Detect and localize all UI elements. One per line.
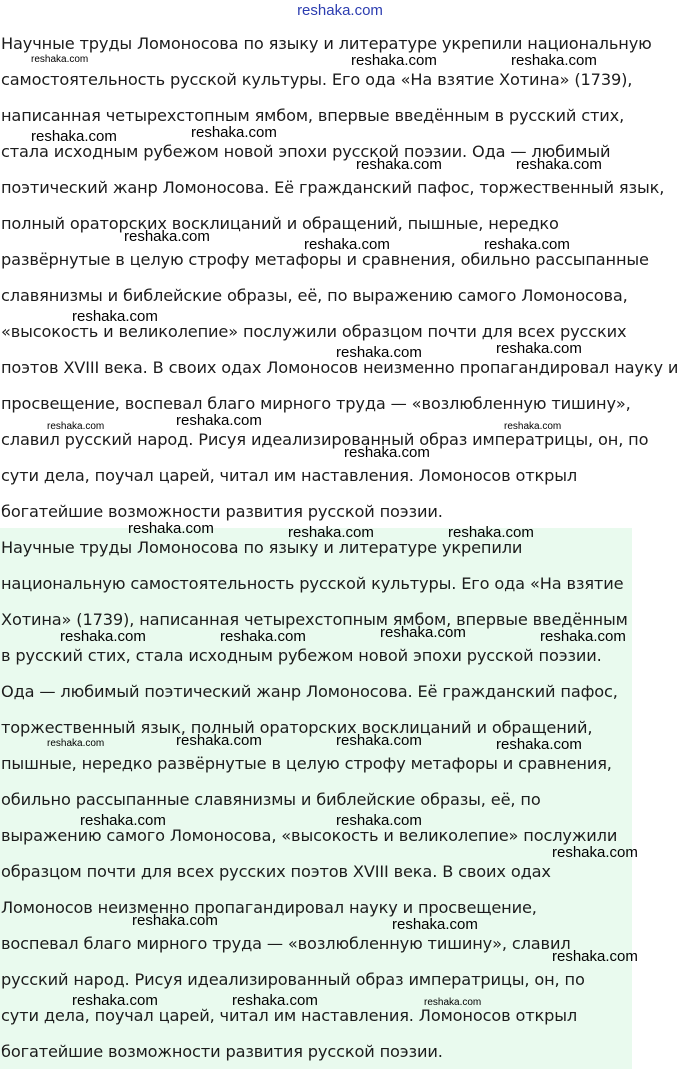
text-line: богатейшие возможности развития русской поэзии. bbox=[1, 1042, 443, 1061]
text-line: славянизмы и библейские образы, её, по выражению самого Ломоносова, bbox=[1, 286, 628, 305]
site-link[interactable]: reshaka.com bbox=[297, 2, 383, 19]
watermark-text: reshaka.com bbox=[72, 308, 158, 325]
text-line: русский народ. Рисуя идеализированный образ императрицы, он, по bbox=[1, 970, 585, 989]
text-line: Научные труды Ломоносова по языку и литературе укрепили национальную bbox=[1, 34, 652, 53]
watermark-text: reshaka.com bbox=[191, 124, 277, 141]
watermark-text: reshaka.com bbox=[47, 738, 105, 749]
text-line: «высокость и великолепие» послужили образцом почти для всех русских bbox=[1, 322, 627, 341]
watermark-text: reshaka.com bbox=[496, 736, 582, 753]
watermark-text: reshaka.com bbox=[448, 524, 534, 541]
watermark-text: reshaka.com bbox=[176, 732, 262, 749]
watermark-text: reshaka.com bbox=[351, 52, 437, 69]
text-line: пышные, нередко развёрнутые в целую строфу метафоры и сравнения, bbox=[1, 754, 612, 773]
text-line: воспевал благо мирного труда — «возлюбленную тишину», славил bbox=[1, 934, 571, 953]
watermark-text: reshaka.com bbox=[344, 444, 430, 461]
watermark-text: reshaka.com bbox=[516, 156, 602, 173]
text-line: полный ораторских восклицаний и обращений, пышные, нередко bbox=[1, 214, 559, 233]
text-line: Ода — любимый поэтический жанр Ломоносова. Её гражданский пафос, bbox=[1, 682, 618, 701]
watermark-text: reshaka.com bbox=[336, 344, 422, 361]
text-line: развёрнутые в целую строфу метафоры и сравнения, обильно рассыпанные bbox=[1, 250, 649, 269]
watermark-text: reshaka.com bbox=[540, 628, 626, 645]
watermark-text: reshaka.com bbox=[356, 156, 442, 173]
watermark-text: reshaka.com bbox=[552, 844, 638, 861]
watermark-text: reshaka.com bbox=[484, 236, 570, 253]
text-line: Ломоносов неизменно пропагандировал науку и просвещение, bbox=[1, 898, 537, 917]
watermark-text: reshaka.com bbox=[128, 520, 214, 537]
text-line: Хотина» (1739), написанная четырехстопным ямбом, впервые введённым bbox=[1, 610, 628, 629]
text-line: написанная четырехстопным ямбом, впервые введённым в русский стих, bbox=[1, 106, 625, 125]
watermark-text: reshaka.com bbox=[47, 421, 105, 432]
watermark-text: reshaka.com bbox=[380, 624, 466, 641]
watermark-text: reshaka.com bbox=[511, 52, 597, 69]
text-line: поэтов XVIII века. В своих одах Ломоносов неизменно пропагандировал науку и bbox=[1, 358, 679, 377]
site-header bbox=[0, 0, 680, 22]
text-line: образцом почти для всех русских поэтов XVIII века. В своих одах bbox=[1, 862, 551, 881]
watermark-text: reshaka.com bbox=[176, 412, 262, 429]
watermark-text: reshaka.com bbox=[504, 421, 562, 432]
watermark-text: reshaka.com bbox=[31, 128, 117, 145]
text-line: Научные труды Ломоносова по языку и литературе укрепили bbox=[1, 538, 523, 557]
watermark-text: reshaka.com bbox=[424, 997, 482, 1008]
watermark-text: reshaka.com bbox=[552, 948, 638, 965]
text-line: богатейшие возможности развития русской поэзии. bbox=[1, 502, 443, 521]
text-line: в русский стих, стала исходным рубежом новой эпохи русской поэзии. bbox=[1, 646, 602, 665]
watermark-text: reshaka.com bbox=[124, 228, 210, 245]
watermark-text: reshaka.com bbox=[496, 340, 582, 357]
watermark-text: reshaka.com bbox=[392, 916, 478, 933]
text-line: национальную самостоятельность русской культуры. Его ода «На взятие bbox=[1, 574, 624, 593]
text-line: самостоятельность русской культуры. Его ода «На взятие Хотина» (1739), bbox=[1, 70, 633, 89]
watermark-text: reshaka.com bbox=[31, 54, 89, 65]
watermark-text: reshaka.com bbox=[80, 812, 166, 829]
watermark-text: reshaka.com bbox=[60, 628, 146, 645]
text-line: торжественный язык, полный ораторских восклицаний и обращений, bbox=[1, 718, 593, 737]
watermark-text: reshaka.com bbox=[232, 992, 318, 1009]
watermark-text: reshaka.com bbox=[336, 812, 422, 829]
watermark-text: reshaka.com bbox=[304, 236, 390, 253]
watermark-text: reshaka.com bbox=[336, 732, 422, 749]
watermark-text: reshaka.com bbox=[132, 912, 218, 929]
watermark-text: reshaka.com bbox=[288, 524, 374, 541]
text-line: сути дела, поучал царей, читал им наставления. Ломоносов открыл bbox=[1, 1006, 578, 1025]
text-line: выражению самого Ломоносова, «высокость и великолепие» послужили bbox=[1, 826, 618, 845]
text-line: поэтический жанр Ломоносова. Её гражданский пафос, торжественный язык, bbox=[1, 178, 665, 197]
text-line: стала исходным рубежом новой эпохи русской поэзии. Ода — любимый bbox=[1, 142, 611, 161]
text-line: славил русский народ. Рисуя идеализированный образ императрицы, он, по bbox=[1, 430, 649, 449]
watermark-text: reshaka.com bbox=[220, 628, 306, 645]
text-line: обильно рассыпанные славянизмы и библейские образы, её, по bbox=[1, 790, 541, 809]
watermark-text: reshaka.com bbox=[72, 992, 158, 1009]
text-line: просвещение, воспевал благо мирного труда — «возлюбленную тишину», bbox=[1, 394, 631, 413]
text-line: сути дела, поучал царей, читал им наставления. Ломоносов открыл bbox=[1, 466, 578, 485]
